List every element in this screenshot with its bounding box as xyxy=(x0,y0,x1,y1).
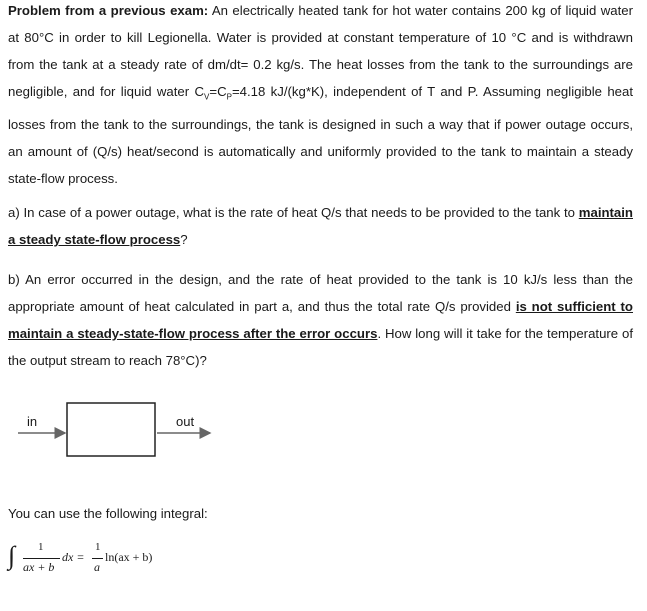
coefficient-numerator: 1 xyxy=(95,541,101,553)
equals-c: =C xyxy=(209,84,227,99)
integral-sign: ∫ xyxy=(8,541,16,570)
part-a-text: a) In case of a power outage, what is the rate of heat Q/s that needs to be provided to the tank to xyxy=(8,205,579,220)
part-a-emphasis: maintain a steady state-flow process xyxy=(8,205,633,247)
tank-box xyxy=(67,403,155,456)
differential: dx = xyxy=(62,550,85,564)
natural-log: ln(ax + b) xyxy=(105,550,153,564)
fraction-numerator: 1 xyxy=(38,541,44,553)
part-a-question xyxy=(8,199,633,253)
tank-diagram xyxy=(0,390,260,470)
hint-text: You can use the following integral: xyxy=(8,506,208,521)
part-b-emphasis: is not sufficient to maintain a steady-state-flow process after the error occurs xyxy=(8,299,633,341)
integral-formula xyxy=(8,540,208,585)
coefficient-denominator: a xyxy=(94,560,100,574)
problem-text: An electrically heated tank for hot water contains 200 kg of liquid water at 80°C in order to kill Legionella. Water is provided at constant temperature of 10 °C and is withdrawn from the tank at a steady rate of dm/dt= 0.2 kg/s. The heat losses from the tank to the surroundings are negligible, and for liquid water C xyxy=(8,3,633,99)
problem-text-2: =4.18 kJ/(kg*K), independent of T and P. Assuming negligible heat losses from the tank to the surroundings, the tank is designed in such a way that if power outage occurs, an amount of (Q/s) heat/second is automatically and uniformly provided to the tank to maintain a steady state-flow process. xyxy=(8,84,633,186)
part-a-end: ? xyxy=(180,232,188,247)
part-b-text-2: . How long will it take for the temperature of the output stream to reach 78°C)? xyxy=(8,326,634,368)
outlet-label: out xyxy=(176,414,195,429)
problem-heading: Problem from a previous exam: xyxy=(8,3,209,18)
part-b-question xyxy=(8,266,633,374)
fraction-denominator: ax + b xyxy=(23,560,55,574)
problem-statement xyxy=(8,0,633,192)
inlet-label: in xyxy=(27,414,38,429)
part-b-text-1: b) An error occurred in the design, and the rate of heat provided to the tank is 10 kJ/s less than the appropriate amount of heat calculated in part a, and thus the total rate Q/s provided xyxy=(8,272,633,314)
cv-subscript: V xyxy=(204,92,210,102)
cp-subscript: P xyxy=(226,92,232,102)
